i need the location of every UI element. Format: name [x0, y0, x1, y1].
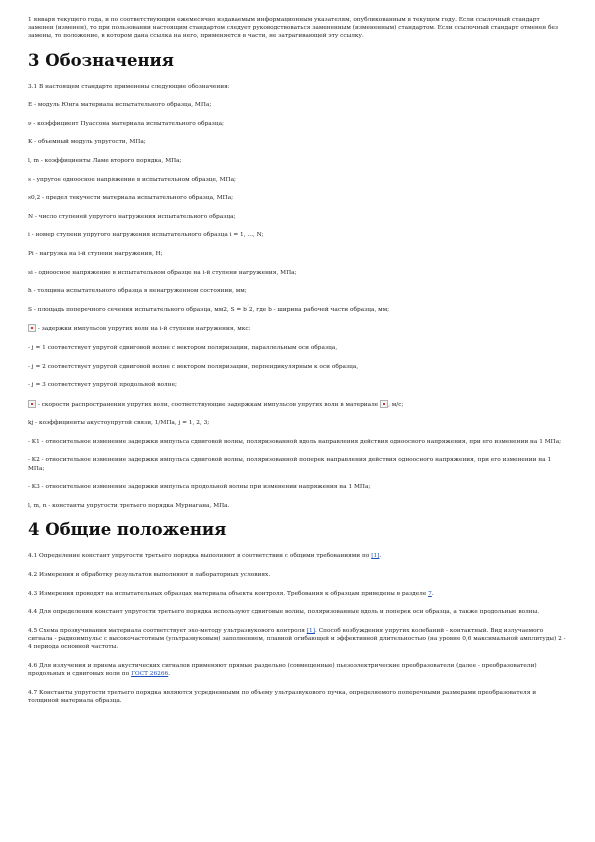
paragraph-4-4: 4.4 Для определения констант упругости третьего порядка используют сдвиговые волны, поляризованные вдоль и поперек оси образца, а также продольные волны.: [28, 609, 540, 616]
paragraph-text: 4.6 Для излучения и приема акустических сигналов применяют прямые раздельно (совмещенные) пьезоэлектрические преобразователи (далее - преобразователи) продольных и сдвиговых волн по: [28, 662, 537, 678]
symbol-item: - K3 - относительное изменение задержки импульса продольной волны при изменении напряжения на 1 МПа;: [28, 484, 371, 491]
symbol-item: h - толщина испытательного образца в ненагруженном состоянии, мм;: [28, 288, 247, 295]
paragraph-4-2: 4.2 Измерения и обработку результатов выполняют в лабораторных условиях.: [28, 572, 271, 579]
symbol-subitem: - j = 3 соответствует упругой продольной волне;: [28, 382, 177, 389]
paragraph-text: . Способ возбуждения упругих колебаний - контактный. Вид излучаемого сигнала - радиоимпульс с высокочастотным (ультразвуковым) заполнением, плавной огибающей и эффективной длительностью (на уровне 0,6 максимальной амплитуды) 2 - 4 периода основной частоты.: [28, 627, 566, 651]
symbol-item: K - объемный модуль упругости, МПа;: [28, 139, 146, 146]
delay-text: - задержки импульсов упругих волн на i-й ступени нагружения, мкс:: [37, 326, 251, 333]
symbol-item-area: [28, 303, 567, 314]
symbol-item-delay: [28, 324, 567, 333]
paragraph-text: .: [168, 671, 171, 678]
broken-image-icon: [28, 324, 36, 332]
paragraph-text: .: [379, 553, 382, 560]
paragraph-4-5: [28, 627, 567, 652]
paragraph-4-1: [28, 552, 567, 560]
paragraph-text: 4.1 Определение констант упругости третьего порядка выполняют в соответствии с общими требованиями по: [28, 553, 372, 560]
section-3-heading: 3 Обозначения: [28, 50, 174, 70]
symbol-item: - K1 - относительное изменение задержки импульса сдвиговой волны, поляризованной вдоль направления действия одноосного напряжения, при его изменении на 1 МПа;: [28, 438, 562, 445]
reference-link[interactable]: [1]: [306, 627, 316, 634]
symbol-item: Pi - нагрузка на i-й ступени нагружения, Н;: [28, 250, 163, 257]
paragraph-4-7: 4.7 Константы упругости третьего порядка являются усредненными по объему ультразвукового пучка, определяемого поперечными размерами преобразователя и толщиной материала образца.: [28, 689, 537, 704]
symbol-item: N - число ступеней упругого нагружения испытательного образца;: [28, 213, 236, 220]
paragraph-text: .: [431, 590, 434, 597]
symbol-item: kj - коэффициенты акустоупругой связи, 1/МПа, j = 1, 2, 3;: [28, 420, 210, 427]
paragraph-4-6: [28, 662, 567, 678]
symbol-item: s - упругое одноосное напряжение в испытательном образце, МПа;: [28, 176, 236, 183]
velocity-text-b: , м/с;: [388, 401, 404, 408]
area-text-b: 2, где b - ширина рабочей части образца, мм;: [248, 306, 390, 313]
section-3-lead: 3.1 В настоящем стандарте применены следующие обозначения:: [28, 83, 230, 90]
broken-image-icon: [380, 400, 388, 408]
section-4-heading: 4 Общие положения: [28, 520, 227, 540]
standard-link[interactable]: ГОСТ 26266: [131, 671, 169, 678]
paragraph-4-3: [28, 590, 567, 598]
area-text-a: S - площадь поперечного сечения испытательного образца, мм2, S = b: [28, 306, 247, 313]
reference-link[interactable]: [1]: [371, 553, 380, 560]
symbol-subitem: - j = 1 соответствует упругой сдвиговой волне с вектором поляризации, параллельным оси образца,: [28, 344, 338, 351]
velocity-text-a: - скорости распространения упругих волн, соответствующие задержкам импульсов упругих волн в материале: [37, 401, 379, 408]
symbol-item: si - одноосное напряжение в испытательном образце на i-й ступени нагружения, МПа;: [28, 269, 297, 276]
symbol-item: E - модуль Юнга материала испытательного образца, МПа;: [28, 102, 212, 109]
symbol-item-velocity: [28, 400, 567, 409]
section-link[interactable]: 7: [428, 590, 432, 597]
broken-image-icon: [28, 400, 36, 408]
symbol-item: l, m, n - константы упругости третьего порядка Мурнагана, МПа.: [28, 502, 230, 509]
symbol-item: s0,2 - предел текучести материала испытательного образца, МПа;: [28, 195, 234, 202]
symbol-item: l, m - коэффициенты Ламе второго порядка, МПа;: [28, 157, 182, 164]
symbol-item: i - номер ступени упругого нагружения испытательного образца i = 1, ..., N;: [28, 232, 264, 239]
symbol-subitem: - j = 2 соответствует упругой сдвиговой волне с вектором поляризации, перпендикулярным к оси образца,: [28, 363, 359, 370]
symbol-item: ν - коэффициент Пуассона материала испытательного образца;: [28, 120, 224, 127]
paragraph-text: 4.3 Измерения проводят на испытательных образцах материала объекта контроля. Требования к образцам приведены в разделе: [28, 590, 429, 597]
symbol-item: - K2 - относительное изменение задержки импульса сдвиговой волны, поляризованной поперек направления действия одноосного напряжения, при его изменении на 1 МПа;: [28, 457, 552, 472]
intro-paragraph: 1 января текущего года, и по соответствующим ежемесячно издаваемым информационным указателям, опубликованным в текущем году. Если ссылочный стандарт заменен (изменен), то при пользовании настоящим стандартом следует руководствоваться замененным (измененным) стандартом. Если ссылочный стандарт отменен без замены, то положение, в котором дана ссылка на него, применяется в части, не затрагивающей эту ссылку.: [28, 17, 559, 40]
area-superscript: ´: [246, 303, 249, 309]
paragraph-text: 4.5 Схема прозвучивания материала соответствует эхо-методу ультразвукового контроля: [28, 627, 307, 634]
